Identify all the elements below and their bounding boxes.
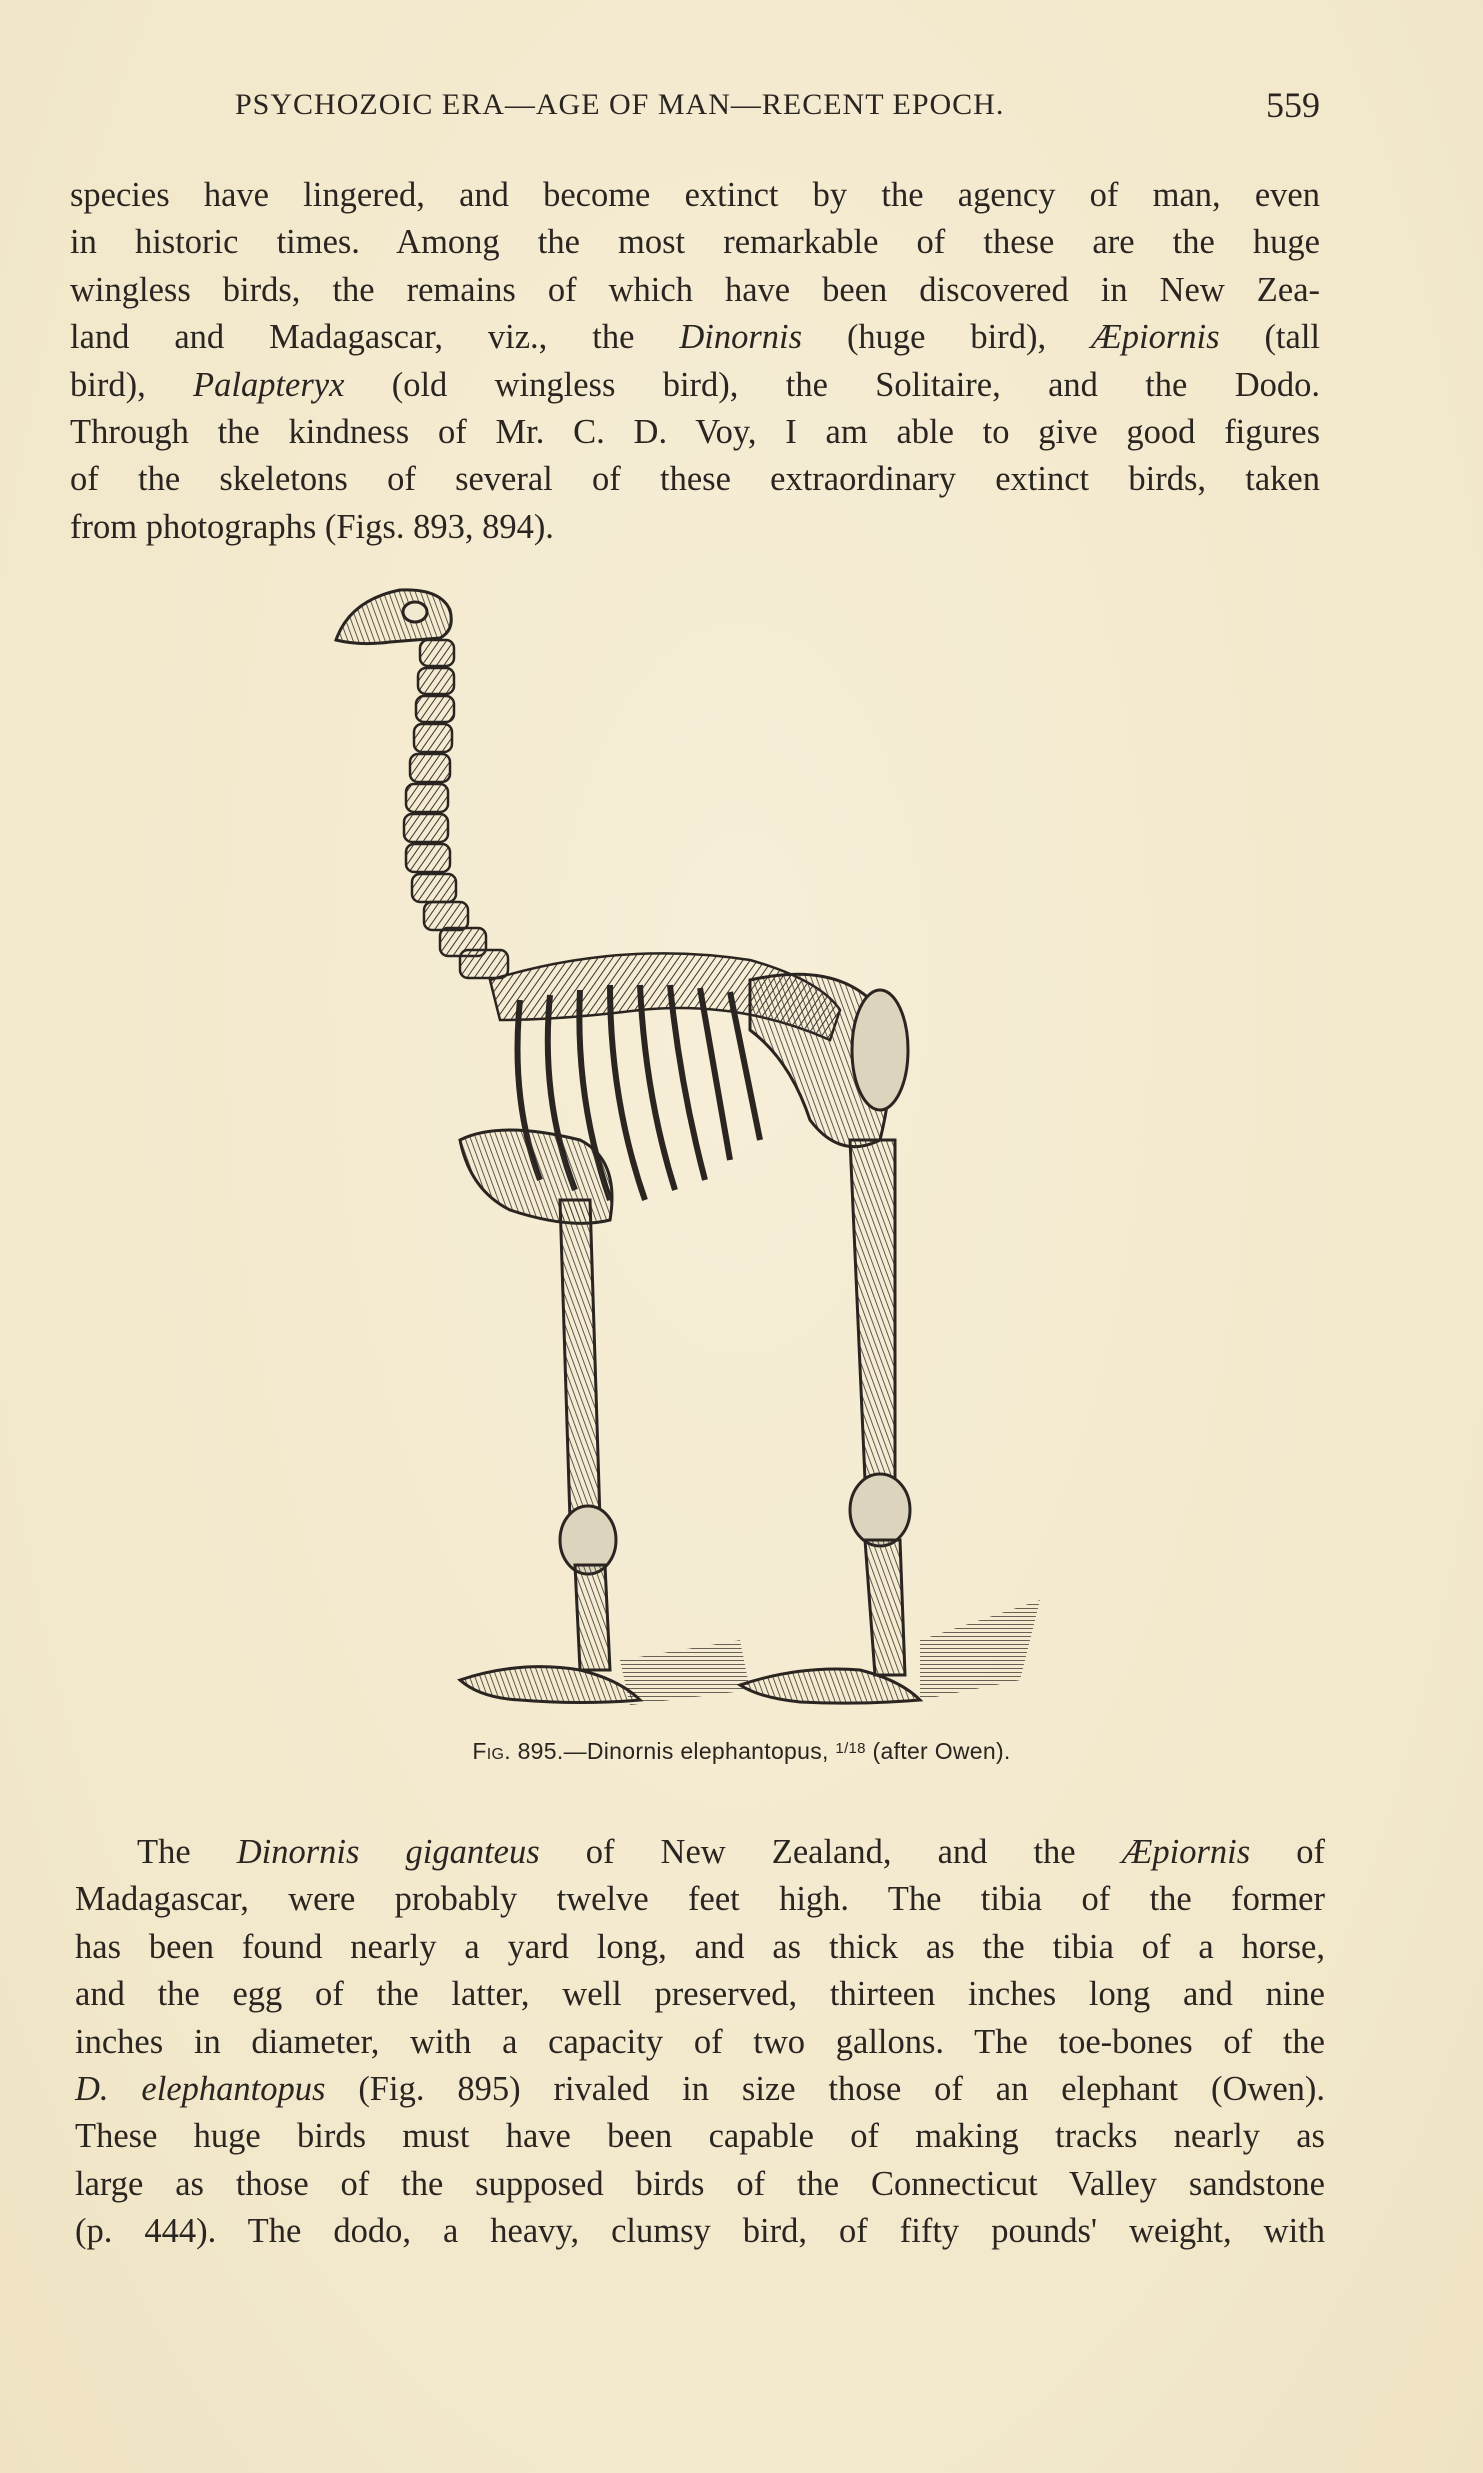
text-line: Madagascar, were probably twelve feet high. The tibia of the former bbox=[75, 1880, 1325, 1919]
front-leg bbox=[560, 1200, 616, 1670]
text-line: D. elephantopus (Fig. 895) rivaled in size those of an elephant (Owen). bbox=[75, 2070, 1325, 2109]
text-line: and the egg of the latter, well preserved, thirteen inches long and nine bbox=[75, 1975, 1325, 2014]
paragraph-giant-birds bbox=[75, 1829, 1325, 2256]
text-line: Through the kindness of Mr. C. D. Voy, I am able to give good figures bbox=[70, 413, 1320, 452]
text-line: species have lingered, and become extinct by the agency of man, even bbox=[70, 176, 1320, 214]
text-line: These huge birds must have been capable of making tracks nearly as bbox=[75, 2117, 1325, 2156]
figure-caption: Fig. 895.—Dinornis elephantopus, $^{1/18}$ (after Owen). bbox=[472, 1738, 1011, 1764]
figure-label: Fig. 895. bbox=[472, 1738, 564, 1764]
text-line: land and Madagascar, viz., the Dinornis (huge bird), Æpiornis (tall bbox=[70, 318, 1321, 357]
text-line: of the skeletons of several of these extraordinary extinct birds, taken bbox=[70, 460, 1320, 499]
skull bbox=[336, 590, 451, 644]
taxon-palapteryx: Palapteryx bbox=[193, 365, 345, 404]
text-line: wingless birds, the remains of which have been discovered in New Zea- bbox=[70, 270, 1320, 309]
text-line: (p. 444). The dodo, a heavy, clumsy bird, of fifty pounds' weight, with bbox=[75, 2212, 1325, 2251]
taxon-d-elephantopus: D. elephantopus bbox=[75, 2070, 326, 2109]
taxon-aepiornis: Æpiornis bbox=[1121, 1833, 1251, 1871]
taxon-aepiornis: Æpiornis bbox=[1091, 318, 1220, 357]
text-line: in historic times. Among the most remarkable of these are the huge bbox=[70, 223, 1320, 262]
running-head bbox=[70, 85, 1320, 132]
text-line: large as those of the supposed birds of the Connecticut Valley sandstone bbox=[75, 2164, 1325, 2203]
scale-fraction: 1/18 bbox=[835, 1740, 866, 1757]
page-number: 559 bbox=[1266, 85, 1320, 125]
running-title: PSYCHOZOIC ERA—AGE OF MAN—RECENT EPOCH. bbox=[235, 88, 1005, 121]
rear-leg bbox=[850, 1140, 910, 1675]
paragraph-intro bbox=[70, 172, 1320, 551]
pelvis bbox=[750, 974, 908, 1146]
text-line: inches in diameter, with a capacity of two gallons. The toe-bones of the bbox=[75, 2022, 1325, 2061]
taxon-dinornis: Dinornis bbox=[679, 318, 803, 357]
text-line: bird), Palapteryx (old wingless bird), the Solitaire, and the Dodo. bbox=[70, 365, 1320, 404]
neck-vertebrae bbox=[404, 640, 508, 978]
text-line: The Dinornis giganteus of New Zealand, and the Æpiornis of bbox=[137, 1833, 1325, 1871]
text-line: has been found nearly a yard long, and as thick as the tibia of a horse, bbox=[75, 1927, 1325, 1966]
text-line: from photographs (Figs. 893, 894). bbox=[70, 507, 554, 546]
dinornis-skeleton-illustration bbox=[320, 580, 1080, 1740]
taxon-dinornis-giganteus: Dinornis giganteus bbox=[236, 1833, 540, 1871]
